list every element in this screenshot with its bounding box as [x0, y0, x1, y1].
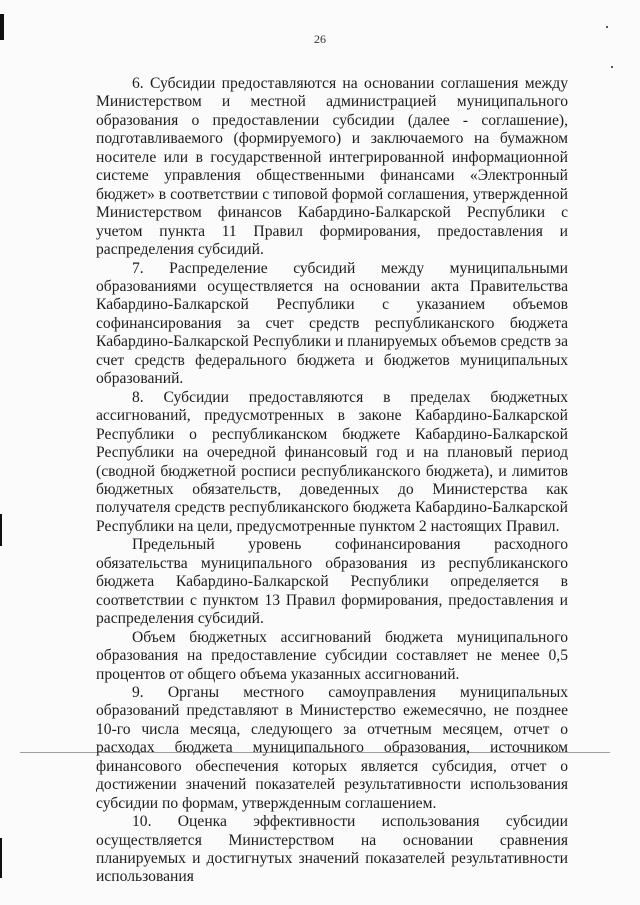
paragraph: Объем бюджетных ассигнований бюджета муниципального образования на предоставление субсидии составляет не менее 0,5 процентов от общего объема указанных ассигнований. — [96, 628, 568, 683]
scan-speck — [611, 66, 613, 68]
paragraph: 7. Распределение субсидий между муниципальными образованиями осуществляется на основании акта Правительства Кабардино-Балкарской Республики с указанием объемов софинансирования за счет средств республиканского бюджета Кабардино-Балкарской Республики и планируемых объемов средств за счет средств федерального бюджета и бюджетов муниципальных образований. — [96, 259, 568, 388]
scan-edge-mark — [0, 838, 2, 878]
paragraph: 9. Органы местного самоуправления муниципальных образований представляют в Министерство ежемесячно, не позднее 10-го числа месяца, следующего за отчетным месяцем, отчет о расходах бюджета муниципального образования, источником финансового обеспечения которых является субсидия, отчет о достижении значений показателей результативности использования субсидии по формам, утвержденным соглашением. — [96, 683, 568, 812]
paragraph: Предельный уровень софинансирования расходного обязательства муниципального образования из республиканского бюджета Кабардино-Балкарской Республики определяется в соответствии с пунктом 13 Правил формирования, предоставления и распределения субсидий. — [96, 536, 568, 628]
paragraph: 6. Субсидии предоставляются на основании соглашения между Министерством и местной администрацией муниципального образования о предоставлении субсидии (далее - соглашение), подготавливаемого (формируемого) и заключаемого на бумажном носителе или в государственной интегрированной информационной системе управления общественными финансами «Электронный бюджет» в соответствии с типовой формой соглашения, утвержденной Министерством финансов Кабардино-Балкарской Республики с учетом пункта 11 Правил формирования, предоставления и распределения субсидий. — [96, 75, 568, 259]
scan-speck — [606, 26, 608, 28]
paragraph: 10. Оценка эффективности использования субсидии осуществляется Министерством на основании сравнения планируемых и достигнутых значений показателей результативности использования — [96, 813, 568, 886]
paragraph: 8. Субсидии предоставляются в пределах бюджетных ассигнований, предусмотренных в законе Кабардино-Балкарской Республики о республиканском бюджете Кабардино-Балкарской Республики на очередной финансовый год и на плановый период (сводной бюджетной росписи республиканского бюджета), и лимитов бюджетных обязательств, доведенных до Министерства как получателя средств республиканского бюджета Кабардино-Балкарской Республики на цели, предусмотренные пунктом 2 настоящих Правил. — [96, 388, 568, 535]
document-body — [96, 75, 568, 887]
page-number: 26 — [314, 32, 326, 46]
scan-edge-mark — [0, 514, 2, 546]
